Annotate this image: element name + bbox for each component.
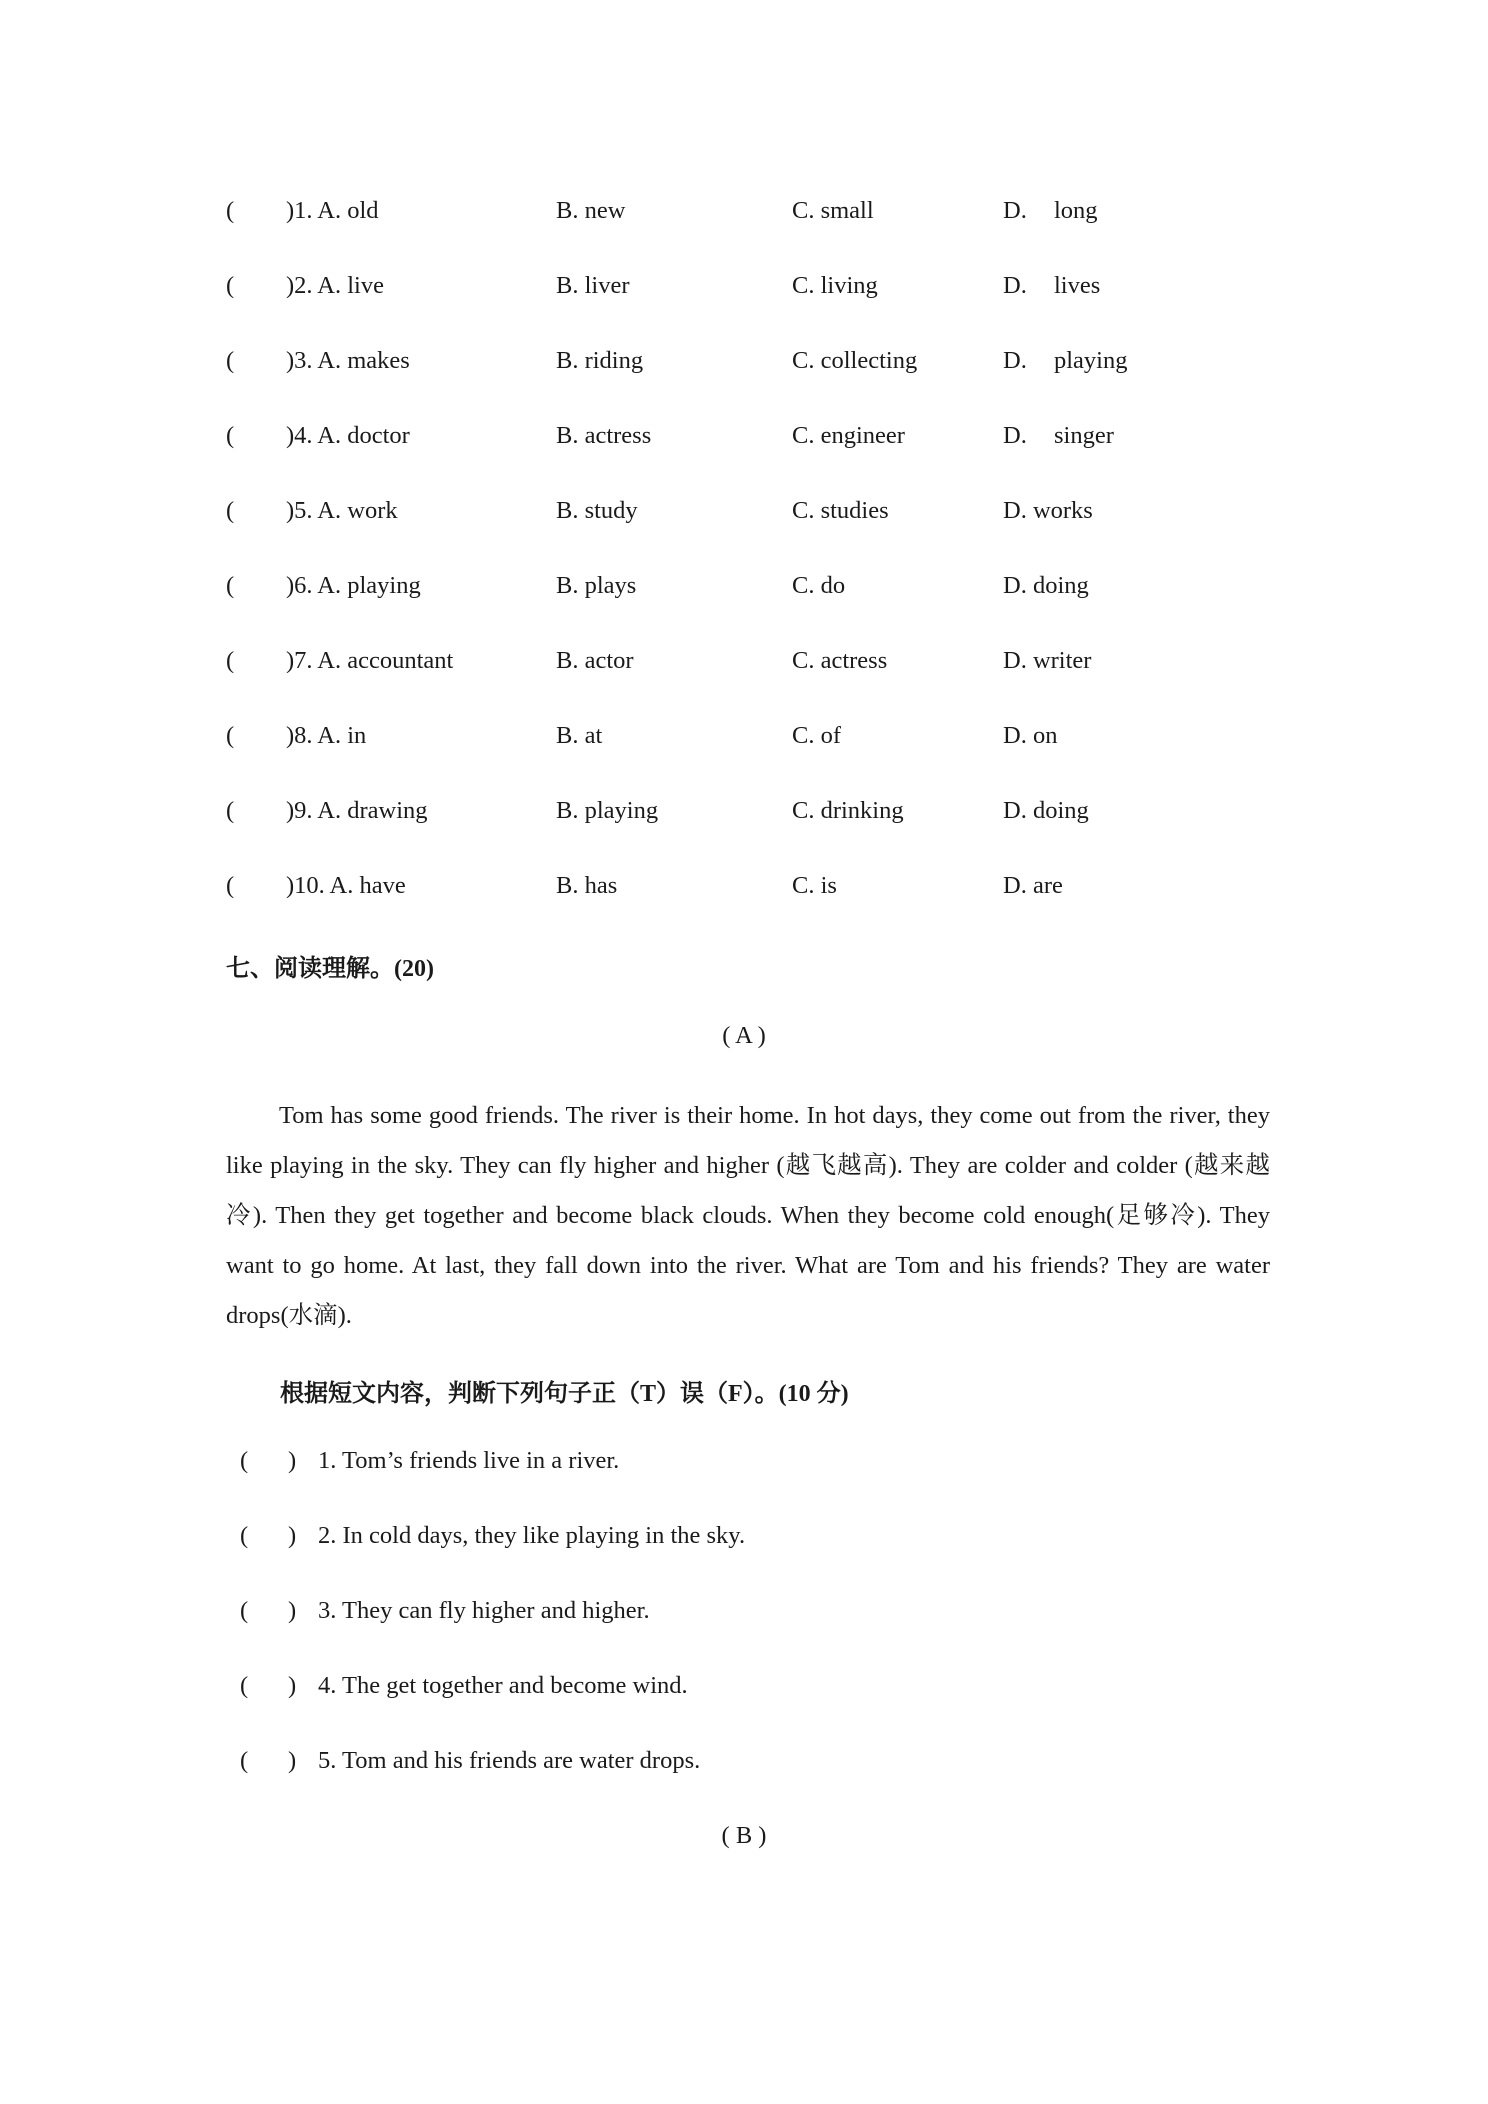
answer-bracket-close: ) (288, 1747, 297, 1774)
tf-statement: 4. The get together and become wind. (318, 1672, 688, 1699)
option-d-letter: D. (1003, 197, 1027, 224)
answer-bracket[interactable]: ( (226, 347, 235, 374)
tf-question-1 (0, 1447, 1488, 1487)
option-d: D. works (1003, 497, 1093, 524)
tf-statement: 1. Tom’s friends live in a river. (318, 1447, 620, 1474)
answer-bracket[interactable]: ( (226, 497, 235, 524)
option-d: D. writer (1003, 647, 1092, 674)
option-b: B. riding (556, 347, 644, 374)
option-c: C. studies (792, 497, 889, 524)
option-a: )10. A. have (286, 872, 406, 899)
option-c: C. engineer (792, 422, 905, 449)
option-d-text: playing (1054, 347, 1128, 374)
option-b: B. new (556, 197, 626, 224)
option-d-text: long (1054, 197, 1098, 224)
answer-bracket-close: ) (288, 1597, 297, 1624)
tf-instructions: 根据短文内容，判断下列句子正（T）误（F）。(10 分) (280, 1381, 849, 1407)
option-d-letter: D. (1003, 347, 1027, 374)
option-a: )9. A. drawing (286, 797, 428, 824)
option-c: C. of (792, 722, 841, 749)
option-d: D. doing (1003, 572, 1089, 599)
option-d-letter: D. (1003, 422, 1027, 449)
option-b: B. at (556, 722, 603, 749)
option-d-text: singer (1054, 422, 1114, 449)
option-c: C. small (792, 197, 874, 224)
choice-question-9 (0, 797, 1488, 837)
choice-question-4 (0, 422, 1488, 462)
answer-bracket[interactable]: ( (226, 572, 235, 599)
answer-bracket-open[interactable]: ( (240, 1747, 249, 1774)
option-a: )6. A. playing (286, 572, 421, 599)
section-heading: 七、阅读理解。(20) (226, 956, 434, 982)
answer-bracket[interactable]: ( (226, 197, 235, 224)
option-b: B. has (556, 872, 618, 899)
tf-statement: 2. In cold days, they like playing in the sky. (318, 1522, 746, 1549)
answer-bracket[interactable]: ( (226, 647, 235, 674)
part-a-label: ( A ) (722, 1022, 766, 1049)
choice-question-7 (0, 647, 1488, 687)
answer-bracket-close: ) (288, 1522, 297, 1549)
answer-bracket[interactable]: ( (226, 722, 235, 749)
answer-bracket[interactable]: ( (226, 272, 235, 299)
part-b-label: ( B ) (721, 1822, 767, 1849)
option-a: )3. A. makes (286, 347, 410, 374)
choice-question-10 (0, 872, 1488, 912)
tf-statement: 5. Tom and his friends are water drops. (318, 1747, 701, 1774)
option-c: C. collecting (792, 347, 918, 374)
option-c: C. actress (792, 647, 888, 674)
choice-question-5 (0, 497, 1488, 537)
option-c: C. drinking (792, 797, 904, 824)
answer-bracket-close: ) (288, 1447, 297, 1474)
option-b: B. plays (556, 572, 637, 599)
tf-question-2 (0, 1522, 1488, 1562)
answer-bracket-open[interactable]: ( (240, 1447, 249, 1474)
answer-bracket[interactable]: ( (226, 872, 235, 899)
option-a: )2. A. live (286, 272, 384, 299)
option-d-letter: D. (1003, 272, 1027, 299)
reading-passage-a: Tom has some good friends. The river is their home. In hot days, they come out from the river, they like playing in the sky. They can fly higher and higher (越飞越高). They are colder and colder (越来越冷). Then they get together and become black clouds. When they become cold enough(足够冷). They want to go home. At last, they fall down into the river. What are Tom and his friends? They are water drops(水滴). (226, 1102, 1270, 1329)
option-d: D. on (1003, 722, 1058, 749)
option-a: )5. A. work (286, 497, 398, 524)
tf-question-3 (0, 1597, 1488, 1637)
option-c: C. do (792, 572, 846, 599)
choice-question-2 (0, 272, 1488, 312)
tf-question-5 (0, 1747, 1488, 1787)
option-d: D. doing (1003, 797, 1089, 824)
answer-bracket-open[interactable]: ( (240, 1597, 249, 1624)
option-b: B. study (556, 497, 638, 524)
option-a: )1. A. old (286, 197, 379, 224)
answer-bracket[interactable]: ( (226, 797, 235, 824)
choice-question-6 (0, 572, 1488, 612)
tf-question-4 (0, 1672, 1488, 1712)
option-a: )4. A. doctor (286, 422, 410, 449)
tf-statement: 3. They can fly higher and higher. (318, 1597, 650, 1624)
option-b: B. actor (556, 647, 634, 674)
option-d: D. are (1003, 872, 1063, 899)
answer-bracket[interactable]: ( (226, 422, 235, 449)
option-b: B. actress (556, 422, 652, 449)
option-a: )8. A. in (286, 722, 367, 749)
option-c: C. is (792, 872, 837, 899)
choice-question-1 (0, 197, 1488, 237)
answer-bracket-open[interactable]: ( (240, 1672, 249, 1699)
option-c: C. living (792, 272, 878, 299)
option-d-text: lives (1054, 272, 1101, 299)
choice-question-8 (0, 722, 1488, 762)
option-b: B. playing (556, 797, 659, 824)
choice-question-3 (0, 347, 1488, 387)
option-b: B. liver (556, 272, 630, 299)
answer-bracket-close: ) (288, 1672, 297, 1699)
option-a: )7. A. accountant (286, 647, 454, 674)
answer-bracket-open[interactable]: ( (240, 1522, 249, 1549)
